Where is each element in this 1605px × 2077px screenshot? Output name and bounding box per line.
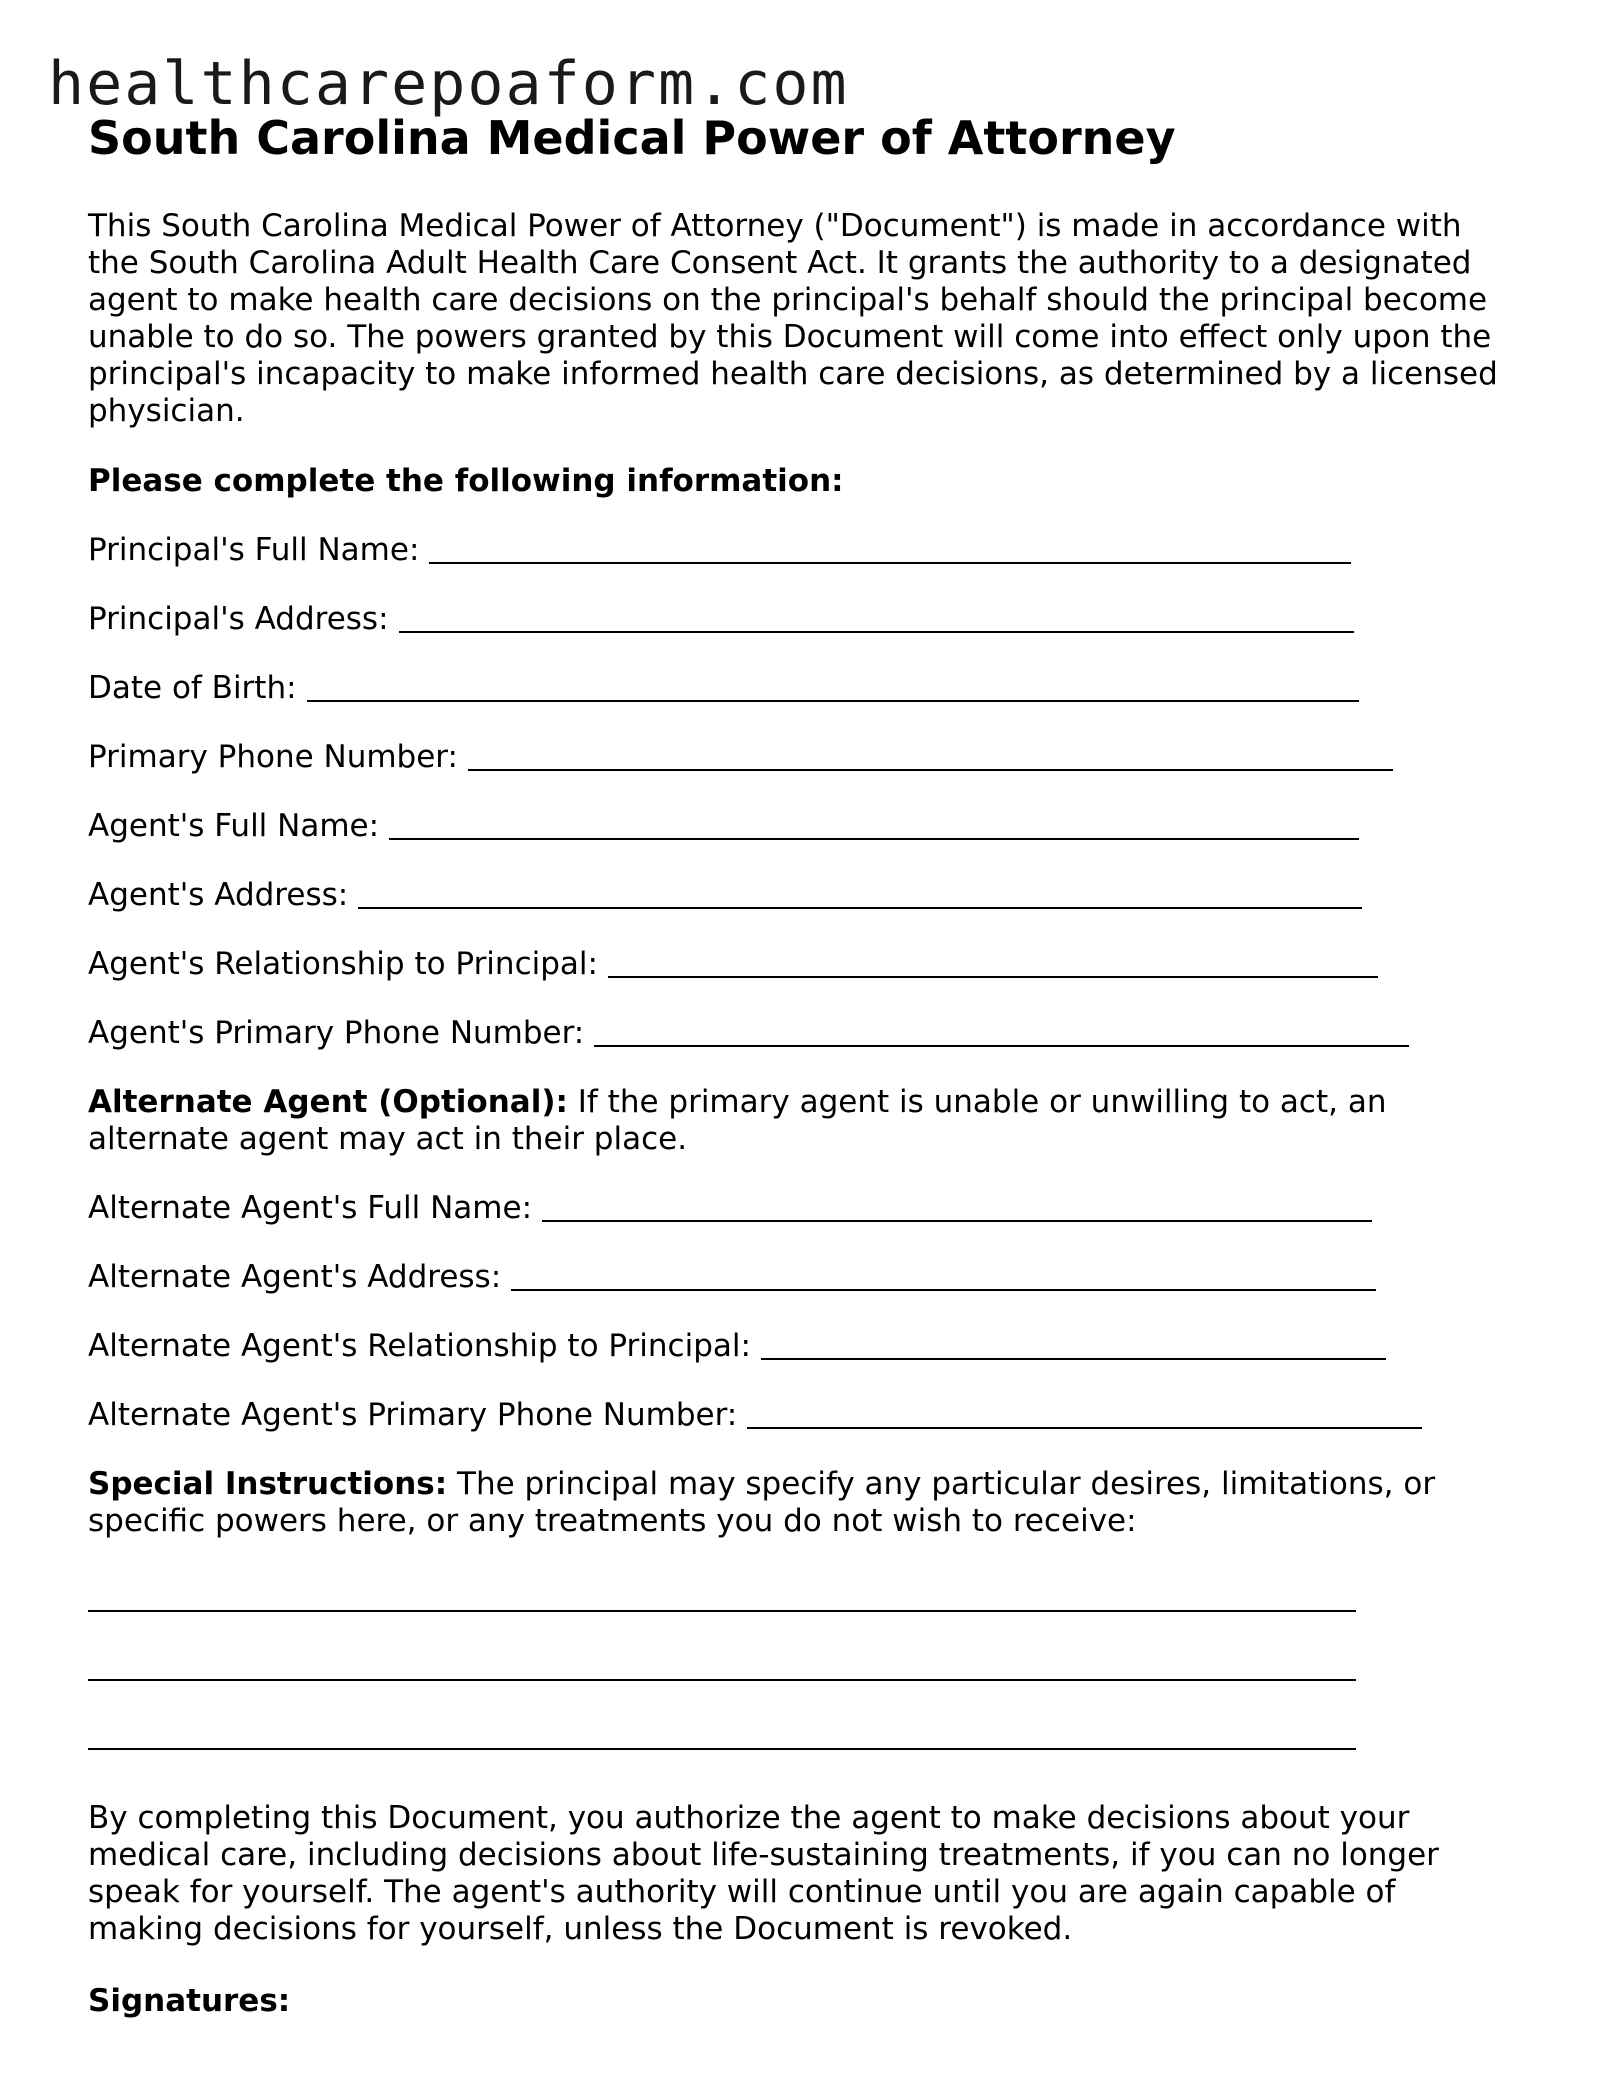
alt-agent-address-field[interactable] xyxy=(88,1259,1518,1296)
agent-phone-field[interactable] xyxy=(88,1015,1518,1052)
principal-full-name-field[interactable] xyxy=(88,532,1518,569)
special-instructions-text: The principal may specify any particular desires, limitations, or specific powers here, or any treatments you do not wish to receive: xyxy=(88,1466,1436,1539)
principal-address-field[interactable] xyxy=(88,601,1518,638)
agent-relationship-label: Agent's Relationship to Principal: xyxy=(88,946,598,982)
primary-phone-field[interactable] xyxy=(88,739,1518,776)
primary-phone-line[interactable] xyxy=(468,769,1393,771)
alt-agent-relationship-label: Alternate Agent's Relationship to Principal: xyxy=(88,1328,751,1364)
alt-agent-phone-field[interactable] xyxy=(88,1397,1518,1434)
alt-agent-address-line[interactable] xyxy=(511,1289,1376,1291)
principal-full-name-line[interactable] xyxy=(429,562,1351,564)
closing-paragraph: By completing this Document, you authorize the agent to make decisions about your medical care, including decisions about life-sustaining treatments, if you can no longer speak for yourself. The agent's authority will continue until you are again capable of making decisions for yourself, unless the Document is revoked. xyxy=(88,1800,1439,1947)
agent-address-field[interactable] xyxy=(88,877,1518,914)
agent-relationship-line[interactable] xyxy=(608,976,1378,978)
alt-agent-phone-label: Alternate Agent's Primary Phone Number: xyxy=(88,1397,738,1433)
alternate-agent-paragraph xyxy=(88,1084,1518,1158)
alt-agent-relationship-field[interactable] xyxy=(88,1328,1518,1365)
document-body xyxy=(88,106,1518,2020)
agent-address-line[interactable] xyxy=(358,907,1362,909)
site-watermark: healthcarepoaform.com xyxy=(48,49,849,119)
complete-info-heading: Please complete the following information: xyxy=(88,463,844,499)
alt-agent-full-name-line[interactable] xyxy=(542,1220,1372,1222)
date-of-birth-label: Date of Birth: xyxy=(88,670,297,706)
agent-address-label: Agent's Address: xyxy=(88,877,349,913)
principal-address-line[interactable] xyxy=(399,631,1354,633)
special-instructions-heading: Special Instructions: xyxy=(88,1466,448,1502)
primary-phone-label: Primary Phone Number: xyxy=(88,739,458,775)
special-instructions-line-1[interactable] xyxy=(88,1610,1356,1612)
special-instructions-line-3[interactable] xyxy=(88,1748,1356,1750)
date-of-birth-line[interactable] xyxy=(307,700,1359,702)
signatures-heading: Signatures: xyxy=(88,1983,291,2019)
agent-phone-label: Agent's Primary Phone Number: xyxy=(88,1015,585,1051)
agent-full-name-field[interactable] xyxy=(88,808,1518,845)
principal-full-name-label: Principal's Full Name: xyxy=(88,532,420,568)
intro-paragraph: This South Carolina Medical Power of Attorney ("Document") is made in accordance with the South Carolina Adult Health Care Consent Act. It grants the authority to a designated agent to make health care decisions on the principal's behalf should the principal become unable to do so. The powers granted by this Document will come into effect only upon the principal's incapacity to make informed health care decisions, as determined by a licensed physician. xyxy=(88,208,1498,429)
special-instructions-paragraph xyxy=(88,1466,1518,1540)
date-of-birth-field[interactable] xyxy=(88,670,1518,707)
alt-agent-address-label: Alternate Agent's Address: xyxy=(88,1259,502,1295)
alt-agent-full-name-label: Alternate Agent's Full Name: xyxy=(88,1190,533,1226)
alternate-agent-heading: Alternate Agent (Optional): xyxy=(88,1084,568,1120)
agent-relationship-field[interactable] xyxy=(88,946,1518,983)
principal-address-label: Principal's Address: xyxy=(88,601,389,637)
agent-phone-line[interactable] xyxy=(594,1045,1409,1047)
agent-full-name-line[interactable] xyxy=(389,838,1359,840)
alt-agent-phone-line[interactable] xyxy=(747,1427,1422,1429)
agent-full-name-label: Agent's Full Name: xyxy=(88,808,380,844)
alternate-agent-text: If the primary agent is unable or unwilling to act, an alternate agent may act in their place. xyxy=(88,1084,1387,1157)
document-title: South Carolina Medical Power of Attorney xyxy=(88,111,1176,165)
special-instructions-line-2[interactable] xyxy=(88,1679,1356,1681)
alt-agent-relationship-line[interactable] xyxy=(761,1358,1386,1360)
alt-agent-full-name-field[interactable] xyxy=(88,1190,1518,1227)
